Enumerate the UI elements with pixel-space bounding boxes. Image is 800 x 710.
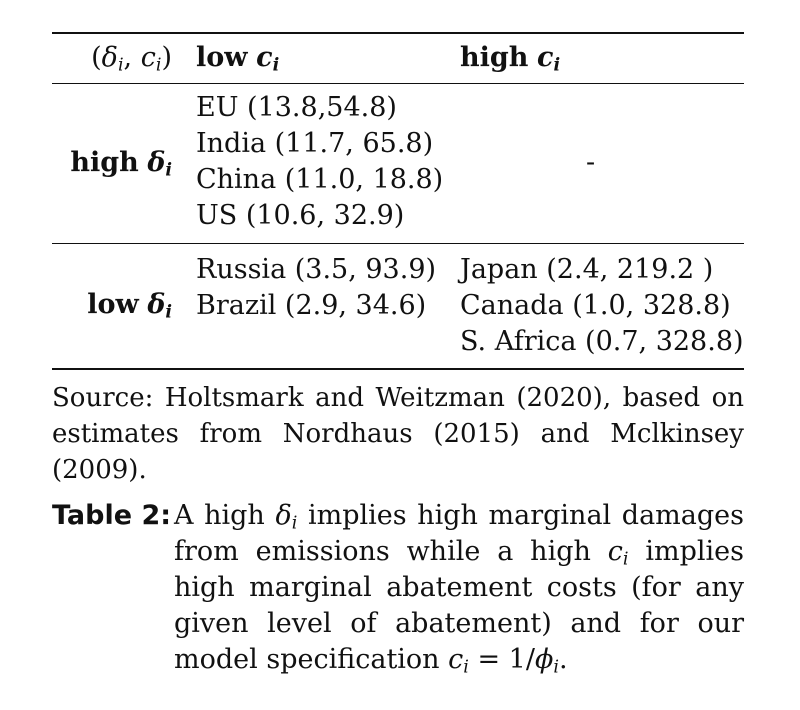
header-low-c: low $c_i$ bbox=[196, 42, 280, 76]
row-label-high-delta: high $\delta_i$ bbox=[70, 147, 172, 181]
cell-high-delta-low-c-2: China (11.0, 18.8) bbox=[196, 164, 444, 195]
table-bottom-rule bbox=[52, 368, 744, 370]
cell-low-delta-low-c-0: Russia (3.5, 93.9) bbox=[196, 254, 437, 285]
table-top-rule bbox=[52, 32, 744, 34]
header-corner-cell: ($\delta_i$, $c_i$) bbox=[91, 42, 172, 76]
source-note: Source: Holtsmark and Weitzman (2020), based on estimates from Nordhaus (2015) and Mclkinsey (2009). bbox=[52, 383, 744, 485]
cell-high-delta-low-c-0: EU (13.8,54.8) bbox=[196, 92, 397, 123]
caption-text: A high $\delta_i$ implies high marginal damages from emissions while a high $c_i$ implies high marginal abatement costs (for any given level of abatement) and for our model specification $c_i = 1/\phi_i$. bbox=[174, 500, 744, 678]
cell-high-delta-high-c: - bbox=[586, 147, 596, 178]
cell-low-delta-low-c-1: Brazil (2.9, 34.6) bbox=[196, 290, 427, 321]
header-high-c: high $c_i$ bbox=[460, 42, 561, 76]
row-divider-rule bbox=[52, 243, 744, 244]
cell-low-delta-high-c-0: Japan (2.4, 219.2 ) bbox=[460, 254, 714, 285]
cell-high-delta-low-c-1: India (11.7, 65.8) bbox=[196, 128, 434, 159]
row-label-low-delta: low $\delta_i$ bbox=[87, 289, 172, 323]
cell-high-delta-low-c-3: US (10.6, 32.9) bbox=[196, 200, 405, 231]
header-rule bbox=[52, 83, 744, 84]
cell-low-delta-high-c-2: S. Africa (0.7, 328.8) bbox=[460, 326, 744, 357]
caption-label: Table 2: bbox=[52, 500, 172, 531]
cell-low-delta-high-c-1: Canada (1.0, 328.8) bbox=[460, 290, 731, 321]
